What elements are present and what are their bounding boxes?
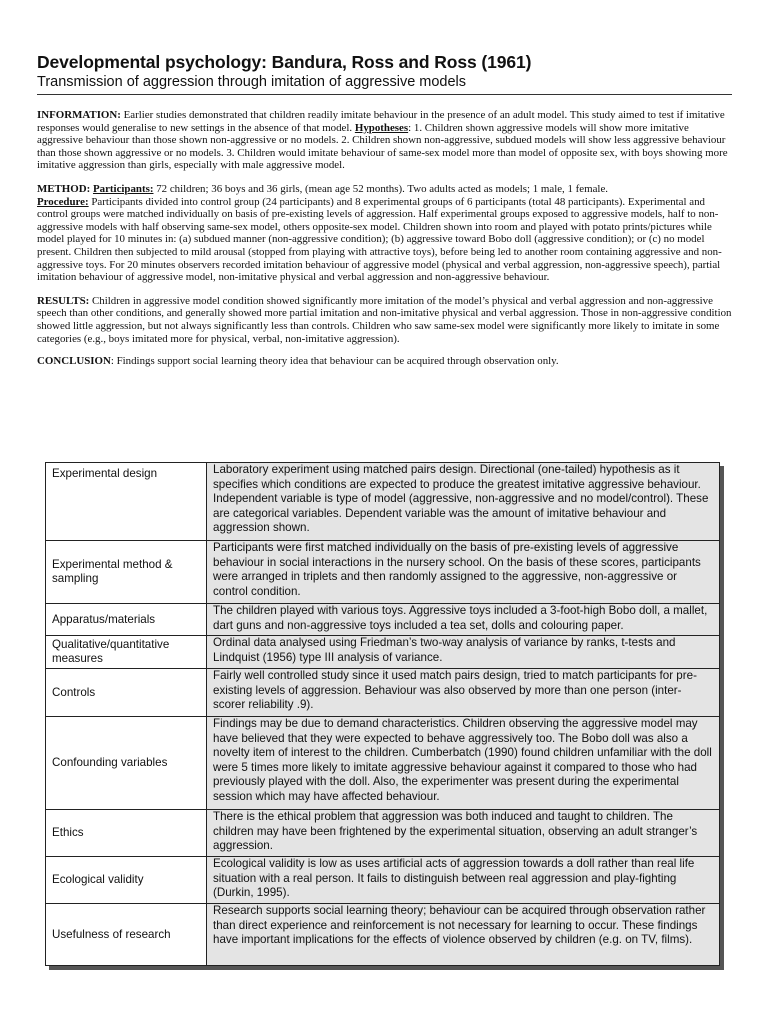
row-value: There is the ethical problem that aggression was both induced and taught to children. The children may have been frightened by the experimental situation, observing an adult stranger’s aggression. [207,810,720,857]
row-key: Apparatus/materials [46,604,207,636]
results-text: Children in aggressive model condition showed significantly more imitation of the model’s physical and verbal aggression and non-aggressive speech than other conditions, and generally showed more partial imitation and non-imitative physical and verbal aggression. Those in non-aggressive condition showed little aggression, but not always significantly less than controls. Children who saw same-sex model were significantly more likely to imitate in some categories (e.g., boys imitated more for physical, verbal, non-imitative aggression). [37,294,732,345]
evaluation-table-grid [45,462,720,966]
table-row [46,636,720,669]
hypotheses-label: Hypotheses [354,121,409,134]
title-divider [37,94,732,95]
row-value: Ecological validity is low as uses artificial acts of aggression towards a doll rather than real life situation with a real person. It fails to distinguish between real aggression and play-fighting (Durkin, 1995). [207,857,720,904]
row-value: Ordinal data analysed using Friedman’s two-way analysis of variance by ranks, t-tests and Lindquist (1956) type III analysis of variance. [207,636,720,669]
row-value: Laboratory experiment using matched pairs design. Directional (one-tailed) hypothesis as it specifies which conditions are expected to produce the greatest imitative aggressive behaviour. Independent variable is type of model (aggressive, non-aggressive and no model/control). These are categorical variables. Dependent variable was the amount of imitative behaviour and aggression shown. [207,463,720,541]
page-subtitle: Transmission of aggression through imitation of aggressive models [37,74,467,90]
table-row [46,717,720,810]
procedure-text: Participants divided into control group (24 participants) and 8 experimental groups of 6 participants (total 48 participants). Experimental and control groups were matched individually on basis of pre-existing levels of aggression. Half experimental groups exposed to aggressive models, half to non-aggressive models with half observing same-sex model, others opposite-sex model. Children shown into room and played with potato prints/pictures while model played for 10 minutes in: (a) subdued manner (non-aggressive condition); (b) aggressive toward Bobo doll (aggressive condition); or (c) no model present. Children then subjected to mild arousal (stopped from playing with attractive toys), before being led to another room containing aggressive and non-aggressive toys. For 20 minutes observers recorded imitation behaviour of aggressive model (physical and verbal aggression, non-aggressive speech), partial imitation behaviour of aggressive model, non-imitative physical and verbal aggression and non-aggressive behaviour. [37,195,722,284]
conclusion-paragraph [37,355,732,368]
method-label: METHOD: [37,182,91,195]
hypotheses-text: : 1. Children shown aggressive models will show more imitative aggressive behaviour than those shown non-aggressive or no models. 2. Children shown non-aggressive, subdued models will show less aggressive behaviour than those shown aggressive or no models. 3. Children would imitate behaviour of same-sex model more than model of opposite sex, with boys showing more imitative aggression than girls, especially with male aggressive model. [37,121,728,172]
table-row [46,810,720,857]
conclusion-label: CONCLUSION [37,355,111,368]
table-row [46,669,720,717]
procedure-label: Procedure: [37,195,89,208]
table-row [46,463,720,541]
row-key: Confounding variables [46,717,207,810]
row-key: Experimental design [46,463,207,541]
table-row [46,857,720,904]
document-page [37,52,732,368]
participants-text: 72 children; 36 boys and 36 girls, (mean age 52 months). Two adults acted as models; 1 male, 1 female. [153,182,609,195]
table-row [46,904,720,966]
row-value: Fairly well controlled study since it used match pairs design, tried to match participants for pre-existing levels of aggression. Behaviour was also observed by more than one person (inter-scorer reliability .9). [207,669,720,717]
information-label: INFORMATION: [37,109,121,121]
results-label: RESULTS: [37,294,90,307]
row-key: Ethics [46,810,207,857]
table-row [46,541,720,604]
row-value: Participants were first matched individually on the basis of pre-existing levels of aggressive behaviour in social interactions in the nursery school. On the basis of these scores, participants were arranged in triplets and then randomly assigned to the aggressive, non-aggressive or control condition. [207,541,720,604]
table-row [46,604,720,636]
information-paragraph [37,109,732,172]
row-key: Usefulness of research [46,904,207,966]
row-key: Qualitative/quantitative measures [46,636,207,669]
results-paragraph [37,295,732,345]
row-value: The children played with various toys. Aggressive toys included a 3-foot-high Bobo doll, a mallet, dart guns and non-aggressive toys included a tea set, dolls and colouring paper. [207,604,720,636]
row-key: Ecological validity [46,857,207,904]
conclusion-text: : Findings support social learning theory idea that behaviour can be acquired through observation only. [110,355,559,368]
row-key: Experimental method & sampling [46,541,207,604]
information-text: Earlier studies demonstrated that children readily imitate behaviour in the presence of an adult model. This study aimed to test if imitative responses would generalise to new settings in the absence of that model. [37,109,725,134]
row-key: Controls [46,669,207,717]
participants-label: Participants: [92,182,154,195]
row-value: Research supports social learning theory; behaviour can be acquired through observation rather than direct experience and reinforcement is not necessary for learning to occur. These findings have important implications for the effects of violence observed by children (e.g. on TV, films). [207,904,720,966]
method-paragraph [37,183,732,284]
row-value: Findings may be due to demand characteristics. Children observing the aggressive model may have believed that they were expected to behave aggressively too. The Bobo doll was also a novelty item of interest to the children. Cumberbatch (1990) found children unfamiliar with the doll were 5 times more likely to imitate aggressive behaviour against it compared to those who had previously played with the doll. Also, the experimenter was present during the experimental session which may have affected behaviour. [207,717,720,810]
page-title: Developmental psychology: Bandura, Ross and Ross (1961) [37,52,532,72]
evaluation-table [45,462,720,966]
